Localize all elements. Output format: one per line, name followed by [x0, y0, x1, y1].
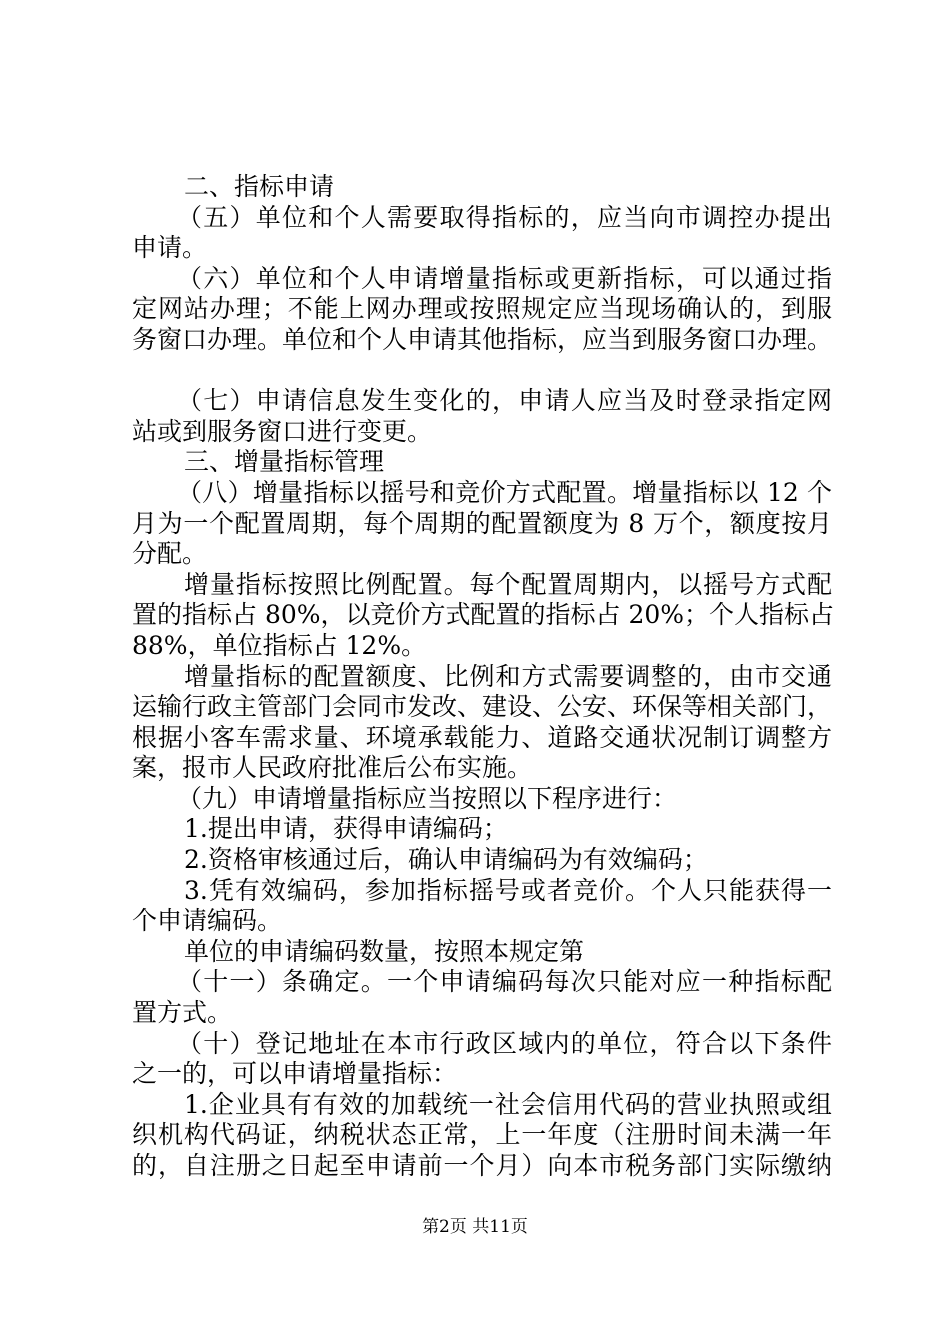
paragraph-line: 务窗口办理。单位和个人申请其他指标，应当到服务窗口办理。: [132, 324, 833, 354]
paragraph-line: 分配。: [132, 539, 208, 569]
list-item: 1.企业具有有效的加载统一社会信用代码的营业执照或组: [184, 1089, 832, 1119]
paragraph-line: （七）申请信息发生变化的，申请人应当及时登录指定网: [177, 386, 832, 416]
paragraph-line: 申请。: [132, 233, 208, 263]
paragraph-line: 置的指标占 80%，以竞价方式配置的指标占 20%；个人指标占: [132, 600, 835, 630]
paragraph-line: （九）申请增量指标应当按照以下程序进行：: [177, 783, 678, 813]
paragraph-line: 个申请编码。: [132, 906, 283, 936]
list-item: 1.提出申请，获得申请编码；: [184, 814, 508, 844]
list-item: 2.资格审核通过后，确认申请编码为有效编码；: [184, 845, 708, 875]
paragraph-line: 定网站办理；不能上网办理或按照规定应当现场确认的，到服: [132, 294, 832, 324]
section-heading-3: 三、增量指标管理: [184, 447, 385, 477]
paragraph-line: 单位的申请编码数量，按照本规定第: [184, 936, 585, 966]
paragraph-line: 案，报市人民政府批准后公布实施。: [132, 753, 533, 783]
paragraph-line: 88%，单位指标占 12%。: [132, 630, 427, 660]
page-number-footer: 第2页 共11页: [422, 1217, 528, 1237]
paragraph-line: 站或到服务窗口进行变更。: [132, 416, 433, 446]
blank-line: [132, 356, 832, 387]
paragraph-line: 织机构代码证，纳税状态正常，上一年度（注册时间未满一年: [132, 1120, 832, 1150]
section-heading-2: 二、指标申请: [184, 172, 335, 201]
paragraph-line: 之一的，可以申请增量指标：: [132, 1059, 458, 1089]
paragraph-line: 根据小客车需求量、环境承载能力、道路交通状况制订调整方: [132, 722, 832, 752]
list-item: 3.凭有效编码，参加指标摇号或者竞价。个人只能获得一: [184, 875, 832, 905]
paragraph-line: （十）登记地址在本市行政区域内的单位，符合以下条件: [177, 1028, 832, 1058]
paragraph-line: 运输行政主管部门会同市发改、建设、公安、环保等相关部门，: [132, 692, 833, 722]
paragraph-line: 的，自注册之日起至申请前一个月）向本市税务部门实际缴纳: [132, 1151, 832, 1180]
paragraph-line: （十一）条确定。一个申请编码每次只能对应一种指标配: [177, 967, 832, 997]
paragraph-line: （八）增量指标以摇号和竞价方式配置。增量指标以 12 个: [177, 477, 832, 507]
paragraph-line: （六）单位和个人申请增量指标或更新指标，可以通过指: [177, 263, 832, 293]
paragraph-line: （五）单位和个人需要取得指标的，应当向市调控办提出: [177, 202, 832, 232]
paragraph-line: 置方式。: [132, 998, 233, 1028]
paragraph-line: 增量指标按照比例配置。每个配置周期内，以摇号方式配: [184, 569, 832, 599]
paragraph-line: 月为一个配置周期，每个周期的配置额度为 8 万个，额度按月: [132, 508, 832, 538]
document-body: [132, 172, 835, 1182]
paragraph-line: 增量指标的配置额度、比例和方式需要调整的，由市交通: [184, 661, 832, 691]
